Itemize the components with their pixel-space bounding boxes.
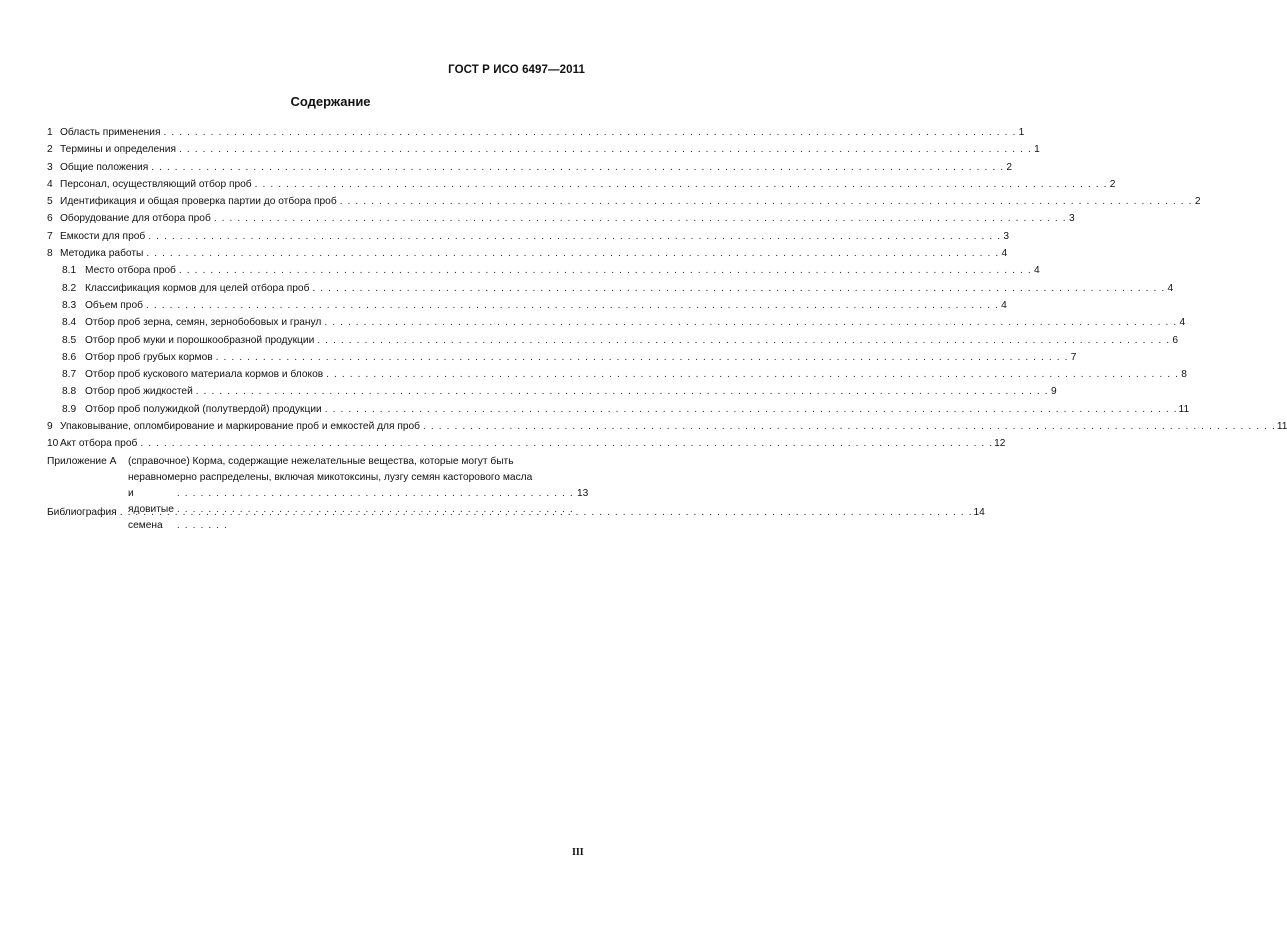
toc-entry-label: Объем проб (85, 299, 143, 311)
toc-entry-page-number: 3 (1003, 230, 1010, 242)
dot-leader (216, 349, 1068, 366)
toc-entry-page-number: 11 (1276, 421, 1287, 433)
page-number-roman: III (572, 847, 584, 858)
dot-leader (179, 262, 1031, 279)
bibliography-page-number: 14 (973, 506, 985, 518)
toc-entry-number: 5 (47, 196, 53, 208)
toc-entry-label: Персонал, осуществляющий отбор проб (60, 178, 252, 190)
appendix-title-line: неравномерно распределены, включая микотоксины, лузгу семян касторового масла (128, 471, 533, 483)
toc-entry-label: Отбор проб жидкостей (85, 386, 193, 398)
toc-entry-number: 10 (47, 438, 59, 450)
dot-leader (120, 504, 972, 521)
toc-entry[interactable] (47, 176, 1116, 193)
toc-entry-page-number: 12 (994, 438, 1006, 450)
toc-entry-number: 8.2 (62, 282, 77, 294)
toc-entry-label: Идентификация и общая проверка партии до отбора проб (60, 196, 337, 208)
appendix-title-line: (справочное) Корма, содержащие нежелательные вещества, которые могут быть (128, 455, 514, 467)
toc-entry-number: 9 (47, 421, 53, 433)
toc-bibliography-entry[interactable] (47, 504, 985, 521)
toc-entry-page-number: 6 (1172, 334, 1179, 346)
dot-leader (325, 401, 1177, 418)
dot-leader (317, 332, 1169, 349)
toc-entry-number: 8.5 (62, 334, 77, 346)
toc-entry-label: Емкости для проб (60, 230, 146, 242)
toc-entry-number: 7 (47, 230, 53, 242)
dot-leader (324, 314, 1176, 331)
toc-entry-label: Акт отбора проб (60, 438, 138, 450)
toc-entry-page-number: 3 (1068, 213, 1075, 225)
dot-leader (340, 193, 1192, 210)
toc-entry[interactable] (47, 418, 1287, 435)
toc-entry-number: 8.4 (62, 317, 77, 329)
toc-entry[interactable] (47, 349, 1077, 366)
toc-entry-page-number: 4 (1167, 282, 1174, 294)
toc-entry-number: 6 (47, 213, 53, 225)
toc-entry[interactable] (47, 228, 1010, 245)
toc-entry-label: Термины и определения (60, 144, 176, 156)
dot-leader (163, 124, 1015, 141)
dot-leader (148, 228, 1000, 245)
toc-entry[interactable] (47, 435, 1006, 452)
table-of-contents (47, 124, 1287, 531)
toc-entry-number: 1 (47, 127, 53, 138)
toc-entry-number: 8.7 (62, 369, 77, 381)
toc-entry-page-number: 4 (1001, 299, 1007, 311)
toc-entry[interactable] (47, 245, 1008, 262)
toc-entry[interactable] (47, 366, 1187, 383)
toc-entry[interactable] (47, 124, 1025, 141)
toc-entry[interactable] (47, 314, 1186, 331)
toc-entry-number: 8.8 (62, 386, 77, 398)
appendix-page-number: 13 (577, 487, 589, 499)
toc-entry-label: Упаковывание, опломбирование и маркирование проб и емкостей для проб (60, 421, 421, 433)
toc-entry-page-number: 8 (1181, 369, 1187, 381)
toc-entry[interactable] (47, 210, 1075, 227)
toc-entry-page-number: 7 (1070, 351, 1077, 363)
dot-leader (146, 297, 998, 314)
toc-entry[interactable] (47, 141, 1040, 158)
dot-leader (255, 176, 1107, 193)
toc-entry-number: 8.3 (62, 299, 77, 311)
dot-leader (312, 280, 1164, 297)
dot-leader (179, 141, 1031, 158)
toc-title: Содержание (290, 94, 371, 109)
toc-entry-page-number: 2 (1194, 196, 1201, 208)
appendix-title-line: и ядовитые семена (128, 487, 174, 531)
toc-entry-number: 8.9 (62, 403, 77, 415)
toc-entry-page-number: 9 (1050, 386, 1057, 398)
toc-entry-label: Методика работы (60, 248, 144, 260)
toc-entry[interactable] (47, 383, 1057, 400)
toc-entry[interactable] (47, 262, 1040, 279)
toc-entry-number: 2 (47, 144, 53, 156)
dot-leader (326, 366, 1178, 383)
dot-leader (196, 383, 1048, 400)
toc-entry-number: 8.1 (62, 265, 77, 277)
toc-entry-number: 8.6 (62, 351, 77, 363)
dot-leader (140, 435, 992, 452)
appendix-label: Приложение А (47, 455, 117, 467)
toc-entry-label: Отбор проб муки и порошкообразной продукции (85, 334, 315, 346)
toc-entry-label: Отбор проб зерна, семян, зернобобовых и гранул (85, 317, 322, 329)
toc-entry-page-number: 4 (1034, 265, 1040, 277)
toc-entry-number: 4 (47, 178, 53, 190)
toc-entry-label: Общие положения (60, 161, 149, 173)
toc-entry[interactable] (47, 332, 1179, 349)
toc-entry-label: Классификация кормов для целей отбора проб (85, 282, 310, 294)
toc-entry-label: Место отбора проб (85, 265, 176, 277)
dot-leader (151, 159, 1003, 176)
toc-entry[interactable] (47, 159, 1013, 176)
toc-entry-page-number: 4 (1001, 248, 1008, 260)
toc-entry-page-number: 4 (1179, 317, 1186, 329)
toc-entry-number: 8 (47, 248, 53, 260)
toc-entry-page-number: 2 (1006, 161, 1013, 173)
toc-entry-page-number: 1 (1034, 144, 1040, 156)
toc-entry-number: 3 (47, 161, 53, 173)
toc-entry-page-number: 11 (1178, 403, 1190, 415)
toc-entry-page-number: 1 (1018, 127, 1025, 138)
toc-entry[interactable] (47, 297, 1007, 314)
dot-leader (423, 418, 1275, 435)
toc-entry-page-number: 2 (1109, 178, 1116, 190)
toc-entry[interactable] (47, 193, 1201, 210)
toc-entry-label: Отбор проб грубых кормов (85, 351, 213, 363)
bibliography-label: Библиография (47, 506, 117, 518)
toc-entry-label: Отбор проб кускового материала кормов и блоков (85, 369, 324, 381)
document-code: ГОСТ Р ИСО 6497—2011 (448, 64, 585, 76)
toc-entry-label: Оборудование для отбора проб (60, 213, 211, 225)
dot-leader (214, 210, 1066, 227)
toc-entry-label: Отбор проб полужидкой (полутвердой) продукции (85, 403, 322, 415)
toc-entry-label: Область применения (60, 127, 161, 138)
toc-entry[interactable] (47, 280, 1174, 297)
dot-leader (146, 245, 998, 262)
toc-entry[interactable] (47, 401, 1190, 418)
